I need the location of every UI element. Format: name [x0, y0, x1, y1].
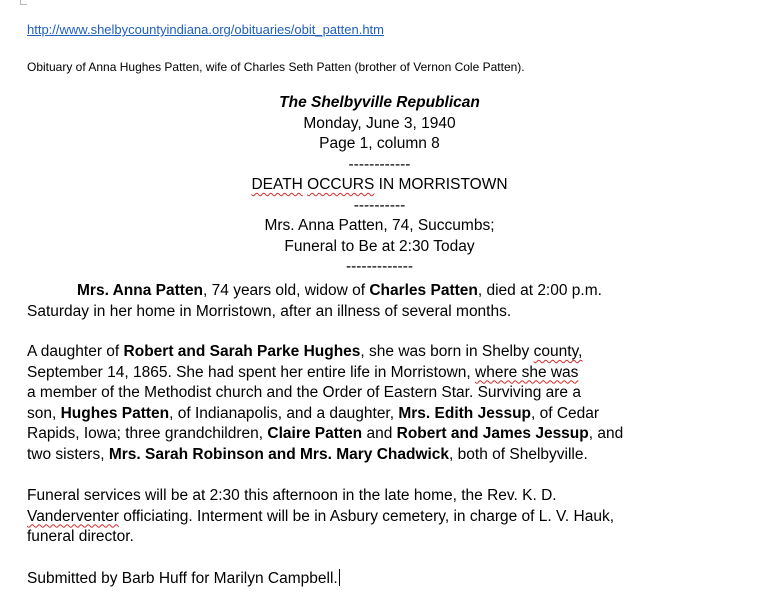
newspaper-name: The Shelbyville Republican: [279, 94, 480, 111]
headline: [27, 175, 732, 196]
name-bold: Hughes Patten: [60, 404, 170, 422]
text: son,: [27, 404, 61, 422]
source-link[interactable]: http://www.shelbycountyindiana.org/obituaries/obit_patten.htm: [27, 22, 384, 37]
paragraph-death: [27, 281, 752, 322]
paragraph-funeral: [27, 486, 752, 548]
text: funeral director.: [27, 528, 134, 545]
subheadline: Funeral to Be at 2:30 Today: [284, 237, 475, 255]
headline-word: DEATH: [251, 176, 303, 193]
divider: ------------: [348, 155, 411, 173]
text: Funeral services will be at 2:30 this afternoon in the late home, the Rev. K. D.: [27, 487, 557, 504]
text: , and: [588, 425, 624, 442]
submitted-by[interactable]: [27, 569, 752, 590]
text: two sisters,: [27, 445, 109, 463]
text: a member of the Methodist church and the Order of Eastern Star. Surviving are a: [27, 384, 581, 401]
page-corner-mark: [20, 0, 27, 5]
headline-rest: IN MORRISTOWN: [374, 176, 508, 193]
paragraph-family: [27, 342, 752, 465]
subheadline: Mrs. Anna Patten, 74, Succumbs;: [264, 217, 495, 234]
text: , she was born in Shelby: [360, 343, 534, 360]
text: Saturday in her home in Morristown, after an illness of several months.: [27, 302, 512, 320]
name-bold: Robert and Sarah Parke Hughes: [123, 343, 361, 360]
text: , of Cedar: [531, 404, 600, 422]
intro-text: Obituary of Anna Hughes Patten, wife of Charles Seth Patten (brother of Vernon Cole Patten).: [27, 60, 525, 74]
text: September 14, 1865. She had spent her entire life in Morristown,: [27, 363, 476, 381]
text: officiating. Interment will be in Asbury cemetery, in charge of L. V. Hauk,: [118, 507, 615, 525]
text: A daughter of: [27, 343, 124, 360]
text: , died at 2:00 p.m.: [477, 282, 602, 299]
name-bold: Mrs. Edith Jessup: [398, 404, 532, 422]
text-cursor: [339, 569, 340, 586]
headline-word: OCCURS: [307, 176, 375, 193]
name-bold: Claire Patten: [267, 425, 363, 442]
text: Submitted by Barb Huff for Marilyn Campbell.: [27, 570, 338, 587]
name-bold: Mrs. Anna Patten: [77, 282, 204, 299]
article-header: [27, 93, 732, 278]
flagged-word: where she was: [475, 363, 579, 381]
divider: -------------: [345, 258, 414, 275]
name-bold: Mrs. Sarah Robinson and Mrs. Mary Chadwick: [108, 445, 450, 463]
text: and: [362, 425, 397, 442]
flagged-word: Vanderventer: [27, 507, 119, 525]
publication-date: Monday, June 3, 1940: [303, 114, 456, 132]
text: , of Indianapolis, and a daughter,: [169, 404, 399, 422]
page-column: Page 1, column 8: [319, 135, 440, 152]
divider: ----------: [353, 196, 406, 214]
text: , 74 years old, widow of: [203, 282, 370, 299]
text: Rapids, Iowa; three grandchildren,: [27, 425, 268, 442]
text: , both of Shelbyville.: [449, 445, 588, 463]
flagged-word: county,: [533, 343, 583, 360]
name-bold: Charles Patten: [369, 282, 478, 299]
name-bold: Robert and James Jessup: [396, 425, 589, 442]
